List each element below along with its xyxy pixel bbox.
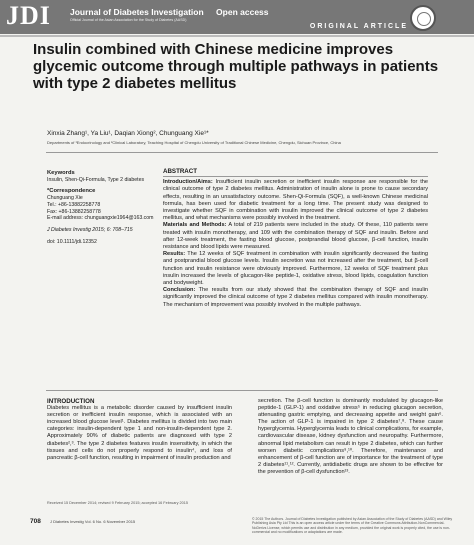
abstract-methods: Materials and Methods: A total of 219 patients were included in the study. Of these, 110 patients were treated with insulin monotherapy, and 109 with the combination therapy of SQF and insulin. Before and after 12-week treatment, the fasting blood glucose, postprandial blood glucose, β-cell function, insulin resistance and blood lipids were measured.: [163, 222, 428, 251]
intro-column-right: [258, 398, 443, 476]
intro-left-text: Diabetes mellitus is a metabolic disorder caused by insufficient insulin secretion or inefficient insulin response, which is associated with an increased blood glucose level¹. Diabetes mellitus is divided into two main categories: insulin-dependent type 1 and non-insulin-dependent type 2. Approximately 90% of diabetic patients are diagnosed with type 2 diabetes²,³. The type 2 diabetes features insulin insensitivity, in which the tissues and cells do not properly respond to insulin⁴, and loss of pancreatic β-cell function, resulting in impairment of insulin production and: [47, 405, 232, 461]
affiliations: Departments of ¹Endocrinology and ²Clinical Laboratory, Teaching Hospital of Chengdu University of Traditional Chinese Medicine, Chengdu, Sichuan Province, China: [47, 140, 341, 145]
abstract-heading: ABSTRACT: [163, 168, 428, 177]
correspondence-tel: Tel.: +86-13882258778: [47, 201, 101, 208]
received-dates: Received 15 December 2014; revised 9 February 2015; accepted 16 February 2015: [47, 501, 188, 505]
intro-column-left: [47, 398, 232, 462]
intro-right-text: secretion. The β-cell function is dominantly modulated by glucagon-like peptide-1 (GLP-1) and oxidative stress⁵ in reducing glucagon secretion, attenuating gastric emptying, and decreasing appetite and weight gain⁶. The action of GLP-1 is impaired in type 2 diabetes⁷,⁸. These cause hyperglycemia. Hyperglycemia leads to clinical complications, for example, cardiovascular disease, kidney dysfunction and neuropathy. Furthermore, abnormal lipid metabolism can result in type 2 diabetes, which can further worsen diabetic complications⁹,¹⁰. Therefore, maintenance and enhancement of β-cell function are of importance for the treatment of type 2 diabetes¹¹,¹². Currently, antidiabetic drugs are shown to be effective for the prevention of β-cell dysfunction¹³.: [258, 398, 443, 475]
citation-info: J Diabetes Investig 2015; 6: 708–715: [47, 226, 133, 233]
article-title: Insulin combined with Chinese medicine improves glycemic outcome through multiple pathways in patients with type 2 diabetes mellitus: [33, 41, 439, 92]
abstract-conclusion: Conclusion: The results from our study showed that the combination therapy of SQF and insulin significantly improved the clinical outcome of type 2 diabetes mellitus compared with insulin monotherapy. The mechanism of improvement was possibly involved in the multiple pathways.: [163, 287, 428, 308]
footer-citation: J Diabetes Investig Vol. 6 No. 6 November 2015: [49, 519, 136, 524]
divider: [46, 390, 438, 391]
article-type-label: ORIGINAL ARTICLE: [309, 23, 408, 30]
abstract: [163, 168, 428, 309]
author-list: Xinxia Zhang¹, Ya Liu¹, Daqian Xiong², Chunguang Xie¹*: [47, 130, 209, 137]
abstract-results: Results: The 12 weeks of SQF treatment in combination with insulin significantly decreased the fasting and postprandial blood glucose levels. Insulin secretion was not increased after the treatment, but β-cell function and insulin resistance were obviously improved. Furthermore, 12 weeks of SQF treatment plus insulin increased the levels of glucagon-like peptide-1, oxidative stress, blood lipids, coagulation function and bodyweight.: [163, 251, 428, 287]
journal-header: [0, 0, 474, 34]
copyright-notice: © 2015 The Authors. Journal of Diabetes Investigation published by Asian Association of the Study of Diabetes (AASD) and Wiley Publishing Asia Pty Ltd This is an open access article under the terms of the Creative Commons Attribution-NonCommercial-NoDerivs License, which permits use and distribution in any medium, provided the original work is properly cited, the use is non-commercial and no modifications or adaptations are made.: [252, 517, 453, 535]
sidebar-info: [47, 170, 157, 245]
intro-heading: INTRODUCTION: [47, 398, 95, 405]
correspondence-email[interactable]: E-mail address: chunguangxie1964@163.com: [47, 215, 154, 222]
correspondence-heading: *Correspondence: [47, 188, 96, 195]
correspondence-name: Chunguang Xie: [47, 195, 83, 202]
doi-link[interactable]: doi: 10.1111/jdi.12352: [47, 238, 97, 245]
journal-logo: JDI: [6, 1, 51, 30]
correspondence-fax: Fax: +86-13882258778: [47, 208, 101, 215]
keywords-heading: Keywords: [47, 170, 75, 176]
journal-subline: Official Journal of the Asian Association for the Study of Diabetes (AASD): [70, 18, 187, 22]
divider: [46, 152, 438, 153]
society-seal-icon: [410, 5, 436, 31]
abstract-intro: Introduction/Aims: Insufficient insulin secretion or inefficient insulin response are responsible for the clinical outcome of type 2 diabetes mellitus. Administration of insulin alone is prone to cause secondary effects, resulting in an unsatisfactory outcome. Shen-Qi-Formula (SQF), a well-known Chinese medicinal formula, has been used for diabetic treatment for a long time. The present study was designed to investigate whether SQF in combination with insulin improved the clinical outcome of type 2 diabetes mellitus, and what mechanisms were possibly involved in the treatment.: [163, 179, 428, 222]
page-footer: [30, 518, 135, 525]
page-number: 708: [30, 518, 41, 525]
journal-name: [70, 7, 269, 17]
open-access-label: Open access: [216, 7, 269, 17]
keywords: Insulin, Shen-Qi-Formula, Type 2 diabetes: [47, 176, 145, 183]
header-rule: [0, 35, 474, 37]
journal-title: Journal of Diabetes Investigation: [70, 7, 204, 17]
